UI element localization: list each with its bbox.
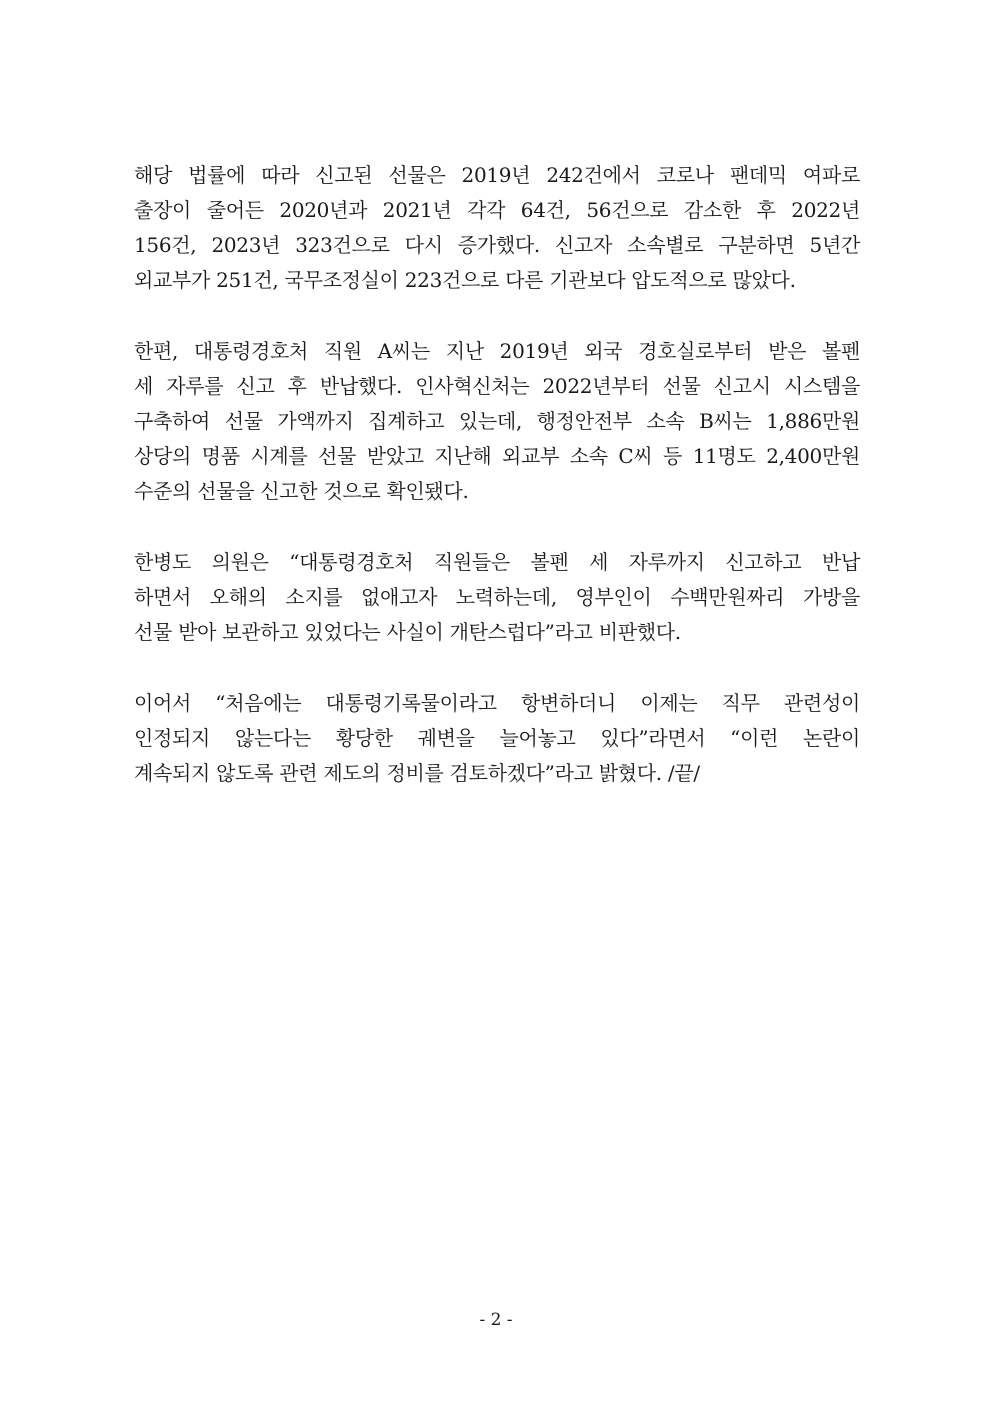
text-line: 한병도 의원은 “대통령경호처 직원들은 볼펜 세 자루까지 신고하고 반납 [134, 550, 860, 574]
text-line: 수준의 선물을 신고한 것으로 확인됐다. [134, 479, 469, 503]
page-number: - 2 - [479, 1310, 513, 1330]
text-line: 출장이 줄어든 2020년과 2021년 각각 64건, 56건으로 감소한 후 2022년 [134, 198, 860, 222]
text-line: 한편, 대통령경호처 직원 A씨는 지난 2019년 외국 경호실로부터 받은 볼펜 [134, 339, 860, 363]
text-line: 해당 법률에 따라 신고된 선물은 2019년 242건에서 코로나 팬데믹 여파로 [134, 163, 860, 187]
text-line: 세 자루를 신고 후 반납했다. 인사혁신처는 2022년부터 선물 신고시 시스템을 [134, 374, 860, 398]
paragraph-lawmaker-quote [134, 545, 860, 650]
text-line: 구축하여 선물 가액까지 집계하고 있는데, 행정안전부 소속 B씨는 1,886만원 [134, 409, 860, 433]
text-line: 선물 받아 보관하고 있었다는 사실이 개탄스럽다”라고 비판했다. [134, 620, 681, 644]
text-line: 156건, 2023년 323건으로 다시 증가했다. 신고자 소속별로 구분하면 5년간 [134, 233, 860, 257]
body-text [134, 158, 860, 827]
paragraph-gift-statistics [134, 158, 860, 298]
text-line: 인정되지 않는다는 황당한 궤변을 늘어놓고 있다”라면서 “이런 논란이 [134, 726, 860, 750]
text-line: 이어서 “처음에는 대통령기록물이라고 항변하더니 이제는 직무 관련성이 [134, 691, 860, 715]
text-line: 외교부가 251건, 국무조정실이 223건으로 다른 기관보다 압도적으로 많았다. [134, 268, 796, 292]
paragraph-gift-examples [134, 334, 860, 509]
text-line: 하면서 오해의 소지를 없애고자 노력하는데, 영부인이 수백만원짜리 가방을 [134, 585, 860, 609]
paragraph-closing-quote [134, 686, 860, 791]
text-line: 상당의 명품 시계를 선물 받았고 지난해 외교부 소속 C씨 등 11명도 2,400만원 [134, 444, 860, 468]
text-line: 계속되지 않도록 관련 제도의 정비를 검토하겠다”라고 밝혔다. /끝/ [134, 761, 700, 785]
